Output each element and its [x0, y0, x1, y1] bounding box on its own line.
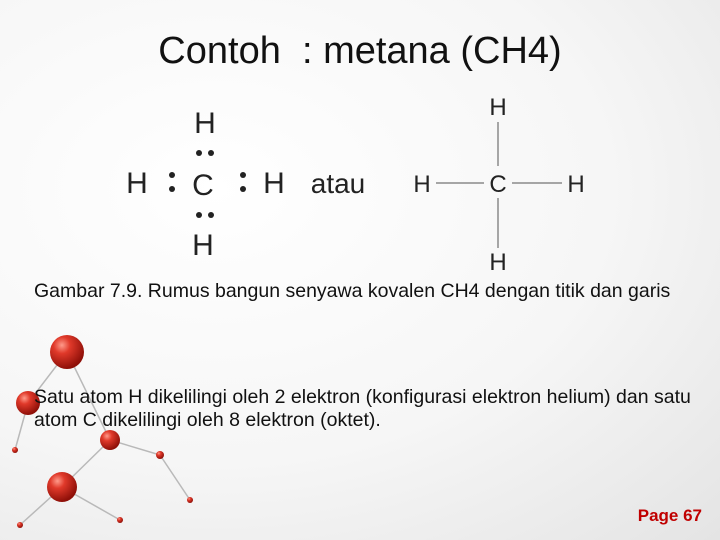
- ball-4: [47, 472, 77, 502]
- page-number: Page 67: [637, 506, 702, 525]
- lewis-top-h: H: [194, 107, 216, 140]
- ball-7: [117, 517, 123, 523]
- structural-formula: [400, 90, 600, 275]
- struct-top-h: H: [489, 94, 507, 121]
- slide-title: Contoh : metana (CH4): [158, 30, 562, 72]
- ball-3: [100, 430, 120, 450]
- struct-center-c: C: [489, 171, 507, 198]
- lewis-separator: atau: [310, 168, 366, 199]
- lewis-center-c: C: [192, 169, 214, 202]
- ball-1: [50, 335, 84, 369]
- lewis-bottom-h: H: [192, 229, 214, 262]
- figure-caption: Gambar 7.9. Rumus bangun senyawa kovalen CH4 dengan titik dan garis: [34, 280, 671, 302]
- lewis-left-h: H: [126, 167, 148, 200]
- ball-5: [156, 451, 164, 459]
- ball-9: [17, 522, 23, 528]
- ball-6: [187, 497, 193, 503]
- lewis-structure: [110, 95, 380, 270]
- struct-right-h: H: [567, 171, 585, 198]
- struct-bottom-h: H: [489, 249, 507, 275]
- lewis-right-h: H: [263, 167, 285, 200]
- ball-8: [12, 447, 18, 453]
- struct-left-h: H: [413, 171, 431, 198]
- body-paragraph: Satu atom H dikelilingi oleh 2 elektron (konfigurasi elektron helium) dan satu atom C dikelilingi oleh 8 elektron (oktet).: [34, 386, 691, 431]
